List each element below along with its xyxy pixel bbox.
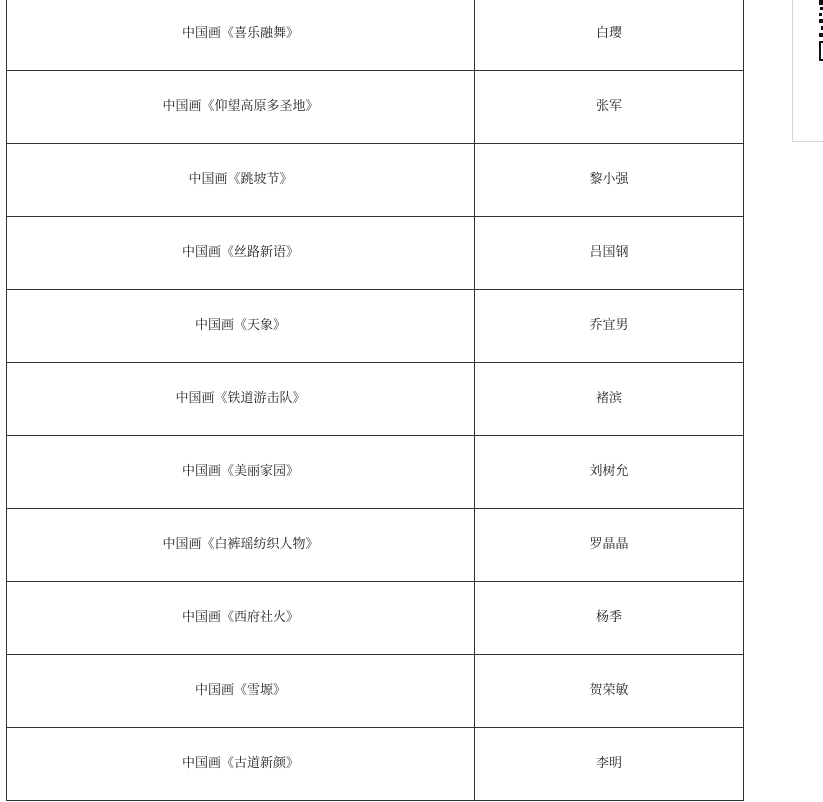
artwork-title-cell: 中国画《古道新颜》	[7, 728, 475, 801]
table-row	[7, 0, 744, 71]
artwork-title-cell: 中国画《白裤瑶纺织人物》	[7, 509, 475, 582]
artworks-table-body	[7, 0, 744, 801]
artwork-title-cell: 中国画《仰望高原多圣地》	[7, 71, 475, 144]
artwork-title-cell: 中国画《喜乐融舞》	[7, 0, 475, 71]
table-row	[7, 217, 744, 290]
table-row	[7, 144, 744, 217]
table-row	[7, 728, 744, 801]
qr-caption-fragment	[819, 105, 823, 117]
table-row	[7, 71, 744, 144]
artist-name-cell: 刘树允	[475, 436, 744, 509]
artist-name-cell: 张军	[475, 71, 744, 144]
artist-name-cell: 贺荣敏	[475, 655, 744, 728]
table-row	[7, 582, 744, 655]
table-row	[7, 290, 744, 363]
artist-name-cell: 白璎	[475, 0, 744, 71]
artist-name-cell: 褚滨	[475, 363, 744, 436]
artist-name-cell: 乔宜男	[475, 290, 744, 363]
artworks-table-container	[6, 0, 743, 801]
table-row	[7, 436, 744, 509]
artworks-table	[6, 0, 744, 801]
artist-name-cell: 罗晶晶	[475, 509, 744, 582]
qr-code-icon	[817, 0, 823, 63]
table-row	[7, 363, 744, 436]
artwork-title-cell: 中国画《天象》	[7, 290, 475, 363]
table-row	[7, 655, 744, 728]
artist-name-cell: 吕国钢	[475, 217, 744, 290]
artist-name-cell: 杨季	[475, 582, 744, 655]
artwork-title-cell: 中国画《雪塬》	[7, 655, 475, 728]
artwork-title-cell: 中国画《西府社火》	[7, 582, 475, 655]
artwork-title-cell: 中国画《跳坡节》	[7, 144, 475, 217]
artwork-title-cell: 中国画《铁道游击队》	[7, 363, 475, 436]
artwork-title-cell: 中国画《美丽家园》	[7, 436, 475, 509]
artist-name-cell: 黎小强	[475, 144, 744, 217]
artwork-title-cell: 中国画《丝路新语》	[7, 217, 475, 290]
qr-code-panel	[792, 0, 823, 142]
artist-name-cell: 李明	[475, 728, 744, 801]
table-row	[7, 509, 744, 582]
